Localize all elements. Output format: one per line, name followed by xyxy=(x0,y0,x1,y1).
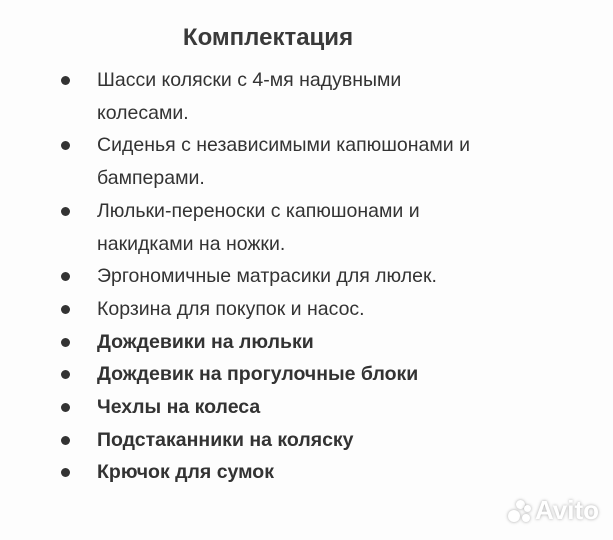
bullet-icon xyxy=(61,370,70,379)
list-item xyxy=(0,456,470,489)
list-item xyxy=(0,129,470,194)
list-item-text: Корзина для покупок и насос. xyxy=(97,297,365,320)
list-item xyxy=(0,293,470,326)
bullet-icon xyxy=(61,338,70,347)
list-item-text: Шасси коляски с 4-мя надувными xyxy=(97,69,402,91)
list-item xyxy=(0,195,470,260)
bullet-icon xyxy=(61,436,70,445)
list-item xyxy=(0,391,470,424)
list-item-text: Подстаканники на коляску xyxy=(97,428,354,451)
list-item-text: Чехлы на колеса xyxy=(97,396,261,419)
list-item xyxy=(0,424,470,457)
bullet-icon xyxy=(61,272,70,281)
bullet-icon xyxy=(61,468,70,477)
list-item-text: Люльки-переноски с капюшонами и xyxy=(97,199,420,222)
avito-watermark xyxy=(508,495,599,526)
list-item xyxy=(0,260,470,293)
section-title: Комплектация xyxy=(182,24,354,51)
list-item-text: Сиденья с независимыми капюшонами и xyxy=(97,134,470,157)
list-item-text: Дождевики на люльки xyxy=(97,330,314,353)
bullet-icon xyxy=(61,207,70,216)
list-item-text: Крючок для сумок xyxy=(97,461,274,484)
bullet-icon xyxy=(61,305,70,314)
list-item xyxy=(0,64,470,129)
list-item-text: Дождевик на прогулочные блоки xyxy=(97,363,419,386)
watermark-text: Avito xyxy=(534,495,599,525)
list-item-text: колесами. xyxy=(97,101,189,124)
avito-logo-icon xyxy=(508,500,532,522)
bullet-icon xyxy=(61,76,70,85)
list-item-text: бамперами. xyxy=(97,167,205,190)
bullet-icon xyxy=(61,141,70,150)
list-item-text: Эргономичные матрасики для люлек. xyxy=(97,265,437,288)
list-item-text: накидками на ножки. xyxy=(97,232,286,255)
list-item xyxy=(0,326,470,359)
equipment-list xyxy=(0,64,470,489)
bullet-icon xyxy=(61,403,70,412)
list-item xyxy=(0,358,470,391)
